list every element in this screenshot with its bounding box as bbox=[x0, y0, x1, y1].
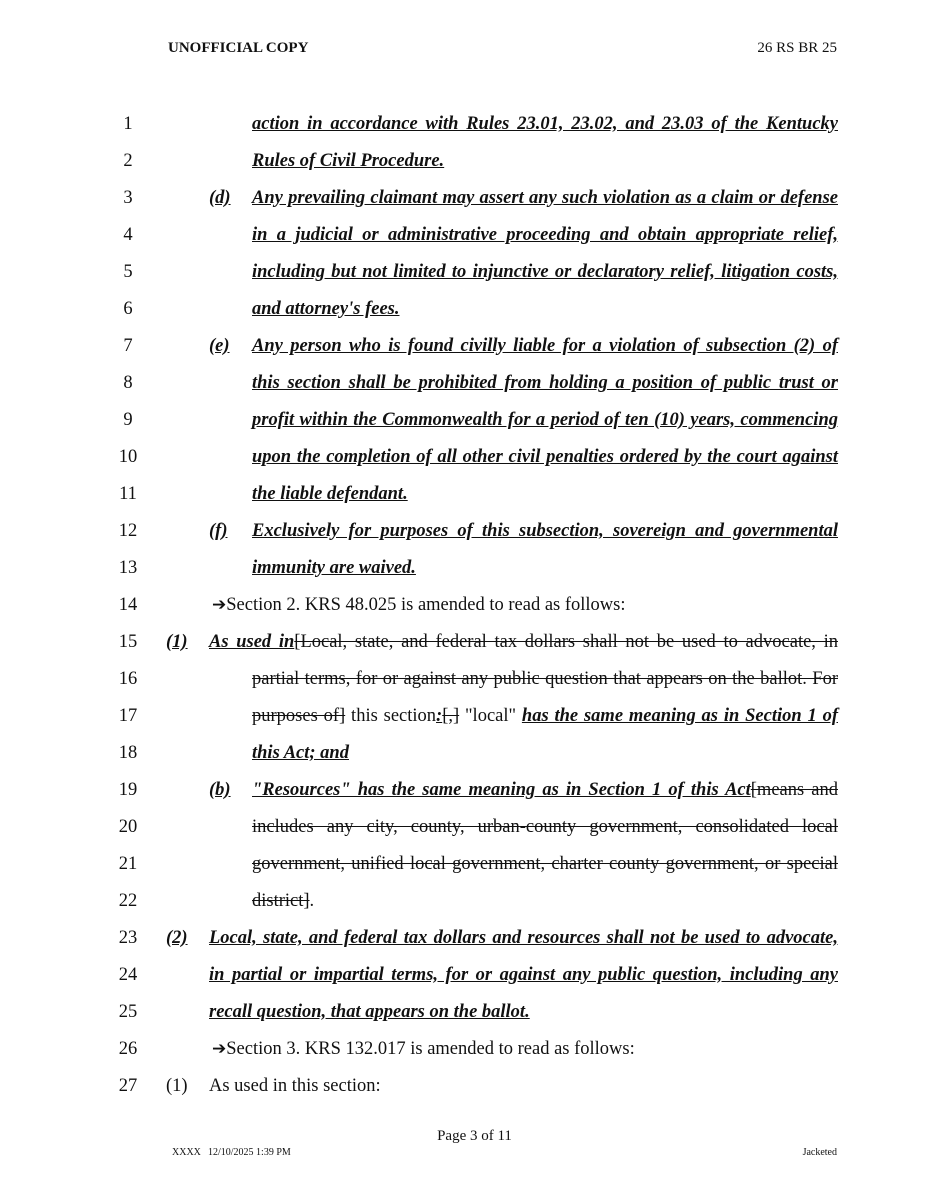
line-number: 21 bbox=[118, 854, 138, 874]
line-18 bbox=[0, 743, 949, 780]
line-text: upon the completion of all other civil penalties ordered by the court against bbox=[252, 447, 838, 467]
deleted-text: partial terms, for or against any public question that appears on the ballot. For bbox=[252, 669, 838, 689]
line-text: this Act; and bbox=[252, 743, 349, 763]
line-number: 13 bbox=[118, 558, 138, 578]
header-left: UNOFFICIAL COPY bbox=[168, 40, 309, 56]
line-number: 8 bbox=[123, 373, 133, 393]
inserted-text: As used in bbox=[209, 632, 295, 652]
line-text: immunity are waived. bbox=[252, 558, 416, 578]
line-text: the liable defendant. bbox=[252, 484, 408, 504]
line-number: 3 bbox=[123, 188, 133, 208]
line-23 bbox=[0, 928, 949, 965]
line-2 bbox=[0, 151, 949, 188]
line-6 bbox=[0, 299, 949, 336]
line-14 bbox=[0, 595, 949, 632]
line-number: 18 bbox=[118, 743, 138, 763]
line-text: recall question, that appears on the ballot. bbox=[209, 1002, 530, 1022]
inserted-text: has the same meaning as in Section 1 of bbox=[521, 706, 838, 726]
page-number: Page 3 of 11 bbox=[437, 1128, 512, 1144]
deleted-text: includes any city, county, urban-county government, consolidated local bbox=[252, 817, 838, 837]
line-number: 23 bbox=[118, 928, 138, 948]
line-1 bbox=[0, 114, 949, 151]
deleted-text: government, unified local government, charter county government, or special bbox=[252, 854, 838, 874]
line-number: 27 bbox=[118, 1076, 138, 1096]
line-12 bbox=[0, 521, 949, 558]
deleted-text: [Local, state, and federal tax dollars shall not be used to advocate, in bbox=[294, 632, 838, 652]
paragraph-label: (f) bbox=[209, 521, 228, 541]
line-number: 24 bbox=[118, 965, 138, 985]
line-number: 17 bbox=[118, 706, 138, 726]
line-number: 20 bbox=[118, 817, 138, 837]
paragraph-label: (1) bbox=[166, 1076, 188, 1096]
line-25 bbox=[0, 1002, 949, 1039]
line-number: 16 bbox=[118, 669, 138, 689]
line-number: 19 bbox=[118, 780, 138, 800]
line-number: 15 bbox=[118, 632, 138, 652]
line-number: 1 bbox=[123, 114, 133, 134]
line-text: action in accordance with Rules 23.01, 23.02, and 23.03 of the Kentucky bbox=[252, 114, 838, 134]
line-text: Rules of Civil Procedure. bbox=[252, 151, 445, 171]
line-number: 25 bbox=[118, 1002, 138, 1022]
plain-text: "local" bbox=[459, 706, 522, 726]
line-number: 9 bbox=[123, 410, 133, 430]
line-number: 4 bbox=[123, 225, 133, 245]
line-21 bbox=[0, 854, 949, 891]
line-text: in partial or impartial terms, for or against any public question, including any bbox=[209, 965, 838, 985]
arrow-right-icon: ➔ bbox=[212, 1039, 227, 1059]
inserted-text: : bbox=[436, 706, 443, 726]
line-5 bbox=[0, 262, 949, 299]
line-8 bbox=[0, 373, 949, 410]
line-20 bbox=[0, 817, 949, 854]
section-heading: Section 3. KRS 132.017 is amended to read as follows: bbox=[226, 1039, 635, 1059]
line-10 bbox=[0, 447, 949, 484]
footer-status: Jacketed bbox=[802, 1147, 837, 1158]
line-text: Any person who is found civilly liable for a violation of subsection (2) of bbox=[252, 336, 838, 356]
line-text: Any prevailing claimant may assert any such violation as a claim or defense bbox=[252, 188, 838, 208]
line-text: Local, state, and federal tax dollars and resources shall not be used to advocate, bbox=[209, 928, 838, 948]
line-13 bbox=[0, 558, 949, 595]
line-text: Exclusively for purposes of this subsection, sovereign and governmental bbox=[252, 521, 838, 541]
header-right: 26 RS BR 25 bbox=[757, 40, 837, 56]
footer-timestamp: 12/10/2025 1:39 PM bbox=[208, 1147, 291, 1158]
deleted-text: [,] bbox=[442, 706, 460, 726]
line-number: 2 bbox=[123, 151, 133, 171]
line-number: 11 bbox=[119, 484, 137, 504]
plain-text: this section bbox=[345, 706, 437, 726]
line-24 bbox=[0, 965, 949, 1002]
section-heading: Section 2. KRS 48.025 is amended to read as follows: bbox=[226, 595, 626, 615]
line-number: 7 bbox=[123, 336, 133, 356]
paragraph-label: (2) bbox=[166, 928, 188, 948]
arrow-right-icon: ➔ bbox=[212, 595, 227, 615]
line-text: this section shall be prohibited from holding a position of public trust or bbox=[252, 373, 838, 393]
deleted-text: district] bbox=[252, 891, 310, 911]
line-15 bbox=[0, 632, 949, 669]
inserted-text: "Resources" has the same meaning as in Section 1 of this Act bbox=[252, 780, 751, 800]
line-3 bbox=[0, 188, 949, 225]
line-19 bbox=[0, 780, 949, 817]
line-number: 22 bbox=[118, 891, 138, 911]
line-text: in a judicial or administrative proceeding and obtain appropriate relief, bbox=[252, 225, 838, 245]
deleted-text: [means and bbox=[750, 780, 838, 800]
line-27 bbox=[0, 1076, 949, 1113]
line-number: 6 bbox=[123, 299, 133, 319]
plain-text: . bbox=[309, 891, 315, 911]
line-number: 5 bbox=[123, 262, 133, 282]
line-4 bbox=[0, 225, 949, 262]
paragraph-label: (1) bbox=[166, 632, 188, 652]
line-text: profit within the Commonwealth for a period of ten (10) years, commencing bbox=[252, 410, 838, 430]
footer-code: XXXX bbox=[172, 1147, 201, 1158]
paragraph-label: (e) bbox=[209, 336, 230, 356]
paragraph-label: (b) bbox=[209, 780, 231, 800]
line-text: including but not limited to injunctive or declaratory relief, litigation costs, bbox=[252, 262, 838, 282]
line-26 bbox=[0, 1039, 949, 1076]
line-number: 12 bbox=[118, 521, 138, 541]
deleted-text: purposes of] bbox=[252, 706, 346, 726]
line-text: As used in this section: bbox=[209, 1076, 381, 1096]
line-17 bbox=[0, 706, 949, 743]
line-22 bbox=[0, 891, 949, 928]
line-9 bbox=[0, 410, 949, 447]
line-number: 10 bbox=[118, 447, 138, 467]
line-11 bbox=[0, 484, 949, 521]
line-16 bbox=[0, 669, 949, 706]
line-number: 14 bbox=[118, 595, 138, 615]
paragraph-label: (d) bbox=[209, 188, 231, 208]
line-text: and attorney's fees. bbox=[252, 299, 400, 319]
line-number: 26 bbox=[118, 1039, 138, 1059]
line-7 bbox=[0, 336, 949, 373]
